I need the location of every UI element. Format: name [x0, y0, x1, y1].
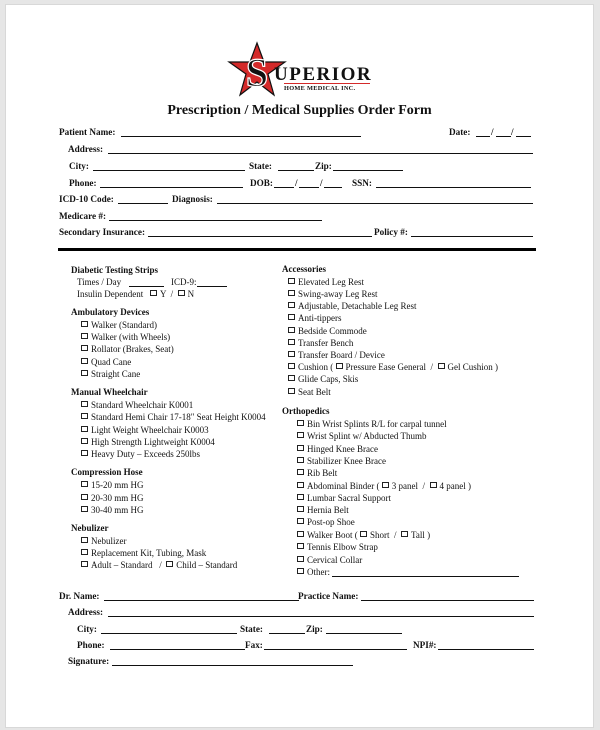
item-label: Stabilizer Knee Brace: [307, 456, 386, 466]
cushion-row: [288, 362, 498, 372]
dob-year-field[interactable]: [324, 187, 342, 188]
checkbox-item[interactable]: [81, 357, 131, 367]
item-label: Rib Belt: [307, 468, 338, 478]
checkbox[interactable]: [297, 469, 304, 475]
item-label: Bin Wrist Splints R/L for carpal tunnel: [307, 419, 447, 429]
times-per-day-label: Times / Day: [77, 277, 122, 287]
item-label: Walker (with Wheels): [91, 332, 171, 342]
item-label: Seat Belt: [298, 387, 331, 397]
item-label: Quad Cane: [91, 357, 132, 367]
ssn-label: SSN:: [352, 178, 372, 188]
item-label: Cervical Collar: [307, 555, 363, 565]
yes-label: Y: [159, 289, 167, 299]
date-label: Date:: [449, 127, 471, 137]
cushion-checkbox[interactable]: [288, 363, 295, 369]
checkbox[interactable]: [297, 518, 304, 524]
pressure-ease-label: Pressure Ease General: [345, 362, 426, 372]
other-row: [297, 567, 330, 577]
checkbox-item[interactable]: [81, 505, 144, 515]
checkbox-item[interactable]: [297, 493, 391, 503]
3-panel-checkbox[interactable]: [382, 482, 389, 488]
patient-city-field[interactable]: [93, 170, 245, 171]
orthopedics-section-title: Orthopedics: [282, 406, 330, 416]
item-label: Tennis Elbow Strap: [307, 542, 378, 552]
checkbox[interactable]: [288, 327, 295, 333]
item-label: Replacement Kit, Tubing, Mask: [91, 548, 207, 558]
icd9-field[interactable]: [197, 286, 227, 287]
checkbox-item[interactable]: [288, 374, 358, 384]
checkbox-item[interactable]: [81, 369, 140, 379]
fax-field[interactable]: [264, 649, 407, 650]
ssn-field[interactable]: [376, 187, 531, 188]
checkbox-item[interactable]: [81, 400, 193, 410]
logo-initial: S: [245, 50, 269, 95]
pressure-ease-checkbox[interactable]: [336, 363, 343, 369]
binder-checkbox[interactable]: [297, 482, 304, 488]
diagnosis-field[interactable]: [217, 203, 533, 204]
insulin-yes-checkbox[interactable]: [150, 290, 157, 296]
npi-field[interactable]: [438, 649, 534, 650]
item-label: Hinged Knee Brace: [307, 444, 378, 454]
walker-boot-checkbox[interactable]: [297, 531, 304, 537]
date-year-field[interactable]: [516, 136, 531, 137]
item-label: Light Weight Wheelchair K0003: [91, 425, 209, 435]
checkbox[interactable]: [297, 445, 304, 451]
binder-label: Abdominal Binder (: [307, 481, 380, 491]
npi-label: NPI#:: [413, 640, 437, 650]
checkbox[interactable]: [81, 537, 88, 543]
item-label: Adjustable, Detachable Leg Rest: [298, 301, 417, 311]
checkbox[interactable]: [288, 375, 295, 381]
boot-row: [297, 530, 430, 540]
child-label: Child – Standard: [176, 560, 238, 570]
city-label: City:: [69, 161, 89, 171]
short-label: Short: [370, 530, 390, 540]
item-label: Hernia Belt: [307, 505, 349, 515]
other-checkbox[interactable]: [297, 568, 304, 574]
adult-label: Adult – Standard: [91, 560, 153, 570]
short-checkbox[interactable]: [360, 531, 367, 537]
medicare-label: Medicare #:: [59, 211, 107, 221]
icd10-field[interactable]: [118, 203, 168, 204]
checkbox-item[interactable]: [288, 387, 331, 397]
dob-month-field[interactable]: [274, 187, 294, 188]
checkbox-item[interactable]: [288, 326, 367, 336]
item-label: Rollator (Brakes, Seat): [91, 344, 174, 354]
4-panel-label: 4 panel ): [439, 481, 472, 491]
logo-subtitle: HOME MEDICAL INC.: [284, 85, 356, 92]
checkbox[interactable]: [288, 278, 295, 284]
cushion-label: Cushion (: [298, 362, 334, 372]
item-label: High Strength Lightweight K0004: [91, 437, 215, 447]
checkbox-item[interactable]: [297, 517, 355, 527]
policy-label: Policy #:: [374, 227, 408, 237]
patient-address-field[interactable]: [108, 153, 533, 154]
checkbox-item[interactable]: [81, 320, 157, 330]
checkbox-item[interactable]: [288, 277, 364, 287]
checkbox-item[interactable]: [81, 332, 170, 342]
checkbox-item[interactable]: [81, 493, 144, 503]
fax-label: Fax:: [245, 640, 263, 650]
item-label: Standard Hemi Chair 17-18" Seat Height K0004: [91, 412, 266, 422]
patient-state-field[interactable]: [278, 170, 314, 171]
slash: /: [159, 560, 162, 570]
zip-label: Zip:: [315, 161, 332, 171]
item-label: Transfer Board / Device: [298, 350, 385, 360]
checkbox-item[interactable]: [81, 480, 144, 490]
dr-name-label: Dr. Name:: [59, 591, 100, 601]
adult-checkbox[interactable]: [81, 561, 88, 567]
dr-zip-label: Zip:: [306, 624, 323, 634]
dr-address-label: Address:: [68, 607, 104, 617]
checkbox[interactable]: [288, 314, 295, 320]
accessories-section-title: Accessories: [282, 264, 326, 274]
checkbox[interactable]: [288, 302, 295, 308]
checkbox[interactable]: [81, 450, 88, 456]
checkbox-item[interactable]: [288, 301, 416, 311]
practice-name-label: Practice Name:: [298, 591, 359, 601]
item-label: Bedside Commode: [298, 326, 367, 336]
walker-boot-label: Walker Boot (: [307, 530, 358, 540]
item-label: Nebulizer: [91, 536, 127, 546]
ambulatory-section-title: Ambulatory Devices: [71, 307, 150, 317]
checkbox-item[interactable]: [297, 542, 378, 552]
item-label: Lumbar Sacral Support: [307, 493, 391, 503]
tall-label: Tall ): [411, 530, 431, 540]
checkbox-item[interactable]: [297, 419, 447, 429]
item-label: Standard Wheelchair K0001: [91, 400, 194, 410]
dr-city-label: City:: [77, 624, 97, 634]
secondary-insurance-field[interactable]: [148, 236, 372, 237]
item-label: Straight Cane: [91, 369, 141, 379]
checkbox[interactable]: [81, 426, 88, 432]
checkbox[interactable]: [81, 549, 88, 555]
checkbox[interactable]: [81, 494, 88, 500]
date-day-field[interactable]: [496, 136, 511, 137]
times-per-day-field[interactable]: [129, 286, 164, 287]
checkbox-item[interactable]: [297, 505, 349, 515]
checkbox[interactable]: [297, 506, 304, 512]
item-label: Transfer Bench: [298, 338, 354, 348]
checkbox[interactable]: [297, 494, 304, 500]
date-month-field[interactable]: [476, 136, 490, 137]
checkbox[interactable]: [297, 432, 304, 438]
checkbox-item[interactable]: [297, 468, 337, 478]
item-label: Walker (Standard): [91, 320, 157, 330]
item-label: Post-op Shoe: [307, 517, 355, 527]
checkbox[interactable]: [297, 543, 304, 549]
slash: /: [422, 481, 426, 491]
dob-sep-1: /: [295, 178, 298, 188]
dr-phone-field[interactable]: [110, 649, 245, 650]
dr-name-field[interactable]: [104, 600, 299, 601]
checkbox-item[interactable]: [297, 444, 378, 454]
signature-field[interactable]: [112, 665, 353, 666]
binder-row: [297, 481, 471, 491]
item-label: Wrist Splint w/ Abducted Thumb: [307, 431, 427, 441]
checkbox-item[interactable]: [288, 350, 385, 360]
dr-address-field[interactable]: [108, 616, 534, 617]
date-sep-1: /: [491, 127, 494, 137]
checkbox-item[interactable]: [81, 536, 126, 546]
icd10-label: ICD-10 Code:: [59, 194, 114, 204]
item-label: Anti-tippers: [298, 313, 342, 323]
checkbox[interactable]: [81, 413, 88, 419]
address-label: Address:: [68, 144, 104, 154]
checkbox-item[interactable]: [81, 412, 266, 422]
slash: /: [394, 530, 397, 540]
diagnosis-label: Diagnosis:: [172, 194, 213, 204]
checkbox-item[interactable]: [81, 344, 174, 354]
dob-sep-2: /: [320, 178, 323, 188]
policy-field[interactable]: [411, 236, 533, 237]
logo-wordmark: UPERIOR: [274, 64, 373, 85]
checkbox-item[interactable]: [81, 449, 200, 459]
checkbox[interactable]: [81, 438, 88, 444]
patient-name-label: Patient Name:: [59, 127, 116, 137]
page-title: Prescription / Medical Supplies Order Form: [167, 103, 432, 118]
patient-phone-field[interactable]: [100, 187, 243, 188]
checkbox-item[interactable]: [81, 548, 206, 558]
checkbox[interactable]: [297, 457, 304, 463]
dr-zip-field[interactable]: [326, 633, 402, 634]
item-label: Glide Caps, Skis: [298, 374, 359, 384]
checkbox[interactable]: [81, 321, 88, 327]
medicare-field[interactable]: [109, 220, 322, 221]
patient-zip-field[interactable]: [333, 170, 403, 171]
dr-state-label: State:: [240, 624, 263, 634]
icd9-label: ICD-9:: [171, 277, 197, 287]
no-label: N: [187, 289, 195, 299]
signature-label: Signature:: [68, 656, 110, 666]
checkbox-item[interactable]: [297, 555, 362, 565]
slash: /: [170, 289, 174, 299]
logo-underline: [284, 83, 370, 84]
3-panel-label: 3 panel: [391, 481, 418, 491]
diabetic-section-title: Diabetic Testing Strips: [71, 265, 159, 275]
practice-name-field[interactable]: [361, 600, 534, 601]
item-label: 15-20 mm HG: [91, 480, 144, 490]
dob-day-field[interactable]: [299, 187, 319, 188]
checkbox-item[interactable]: [81, 437, 215, 447]
checkbox-item[interactable]: [288, 338, 353, 348]
dr-state-field[interactable]: [269, 633, 305, 634]
nebulizer-size-row: [81, 560, 237, 570]
checkbox[interactable]: [81, 333, 88, 339]
checkbox[interactable]: [297, 420, 304, 426]
state-label: State:: [249, 161, 272, 171]
slash: /: [430, 362, 433, 372]
checkbox-item[interactable]: [288, 313, 342, 323]
item-label: 30-40 mm HG: [91, 505, 144, 515]
compression-section-title: Compression Hose: [71, 467, 143, 477]
gel-cushion-checkbox[interactable]: [438, 363, 445, 369]
checkbox[interactable]: [81, 481, 88, 487]
item-label: Heavy Duty – Exceeds 250lbs: [91, 449, 200, 459]
checkbox-item[interactable]: [297, 456, 386, 466]
checkbox[interactable]: [288, 388, 295, 394]
date-sep-2: /: [511, 127, 514, 137]
checkbox[interactable]: [288, 290, 295, 296]
phone-label: Phone:: [69, 178, 97, 188]
wheelchair-section-title: Manual Wheelchair: [71, 387, 148, 397]
checkbox[interactable]: [297, 556, 304, 562]
insulin-dependent-label: Insulin Dependent: [77, 289, 144, 299]
gel-cushion-label: Gel Cushion ): [447, 362, 498, 372]
checkbox[interactable]: [81, 401, 88, 407]
checkbox[interactable]: [81, 370, 88, 376]
patient-name-field[interactable]: [121, 136, 361, 137]
item-label: Elevated Leg Rest: [298, 277, 364, 287]
checkbox-item[interactable]: [81, 425, 209, 435]
insulin-dependent-row: [77, 289, 194, 299]
section-divider: [58, 248, 536, 251]
tall-checkbox[interactable]: [401, 531, 408, 537]
checkbox[interactable]: [81, 345, 88, 351]
dob-label: DOB:: [250, 178, 273, 188]
insulin-no-checkbox[interactable]: [178, 290, 185, 296]
checkbox[interactable]: [288, 351, 295, 357]
item-label: Swing-away Leg Rest: [298, 289, 378, 299]
checkbox[interactable]: [81, 358, 88, 364]
nebulizer-section-title: Nebulizer: [71, 523, 109, 533]
checkbox[interactable]: [81, 506, 88, 512]
4-panel-checkbox[interactable]: [430, 482, 437, 488]
dr-city-field[interactable]: [101, 633, 237, 634]
other-field[interactable]: [332, 576, 519, 577]
secondary-insurance-label: Secondary Insurance:: [59, 227, 146, 237]
checkbox-item[interactable]: [297, 431, 426, 441]
other-label: Other:: [307, 567, 330, 577]
child-checkbox[interactable]: [166, 561, 173, 567]
checkbox-item[interactable]: [288, 289, 377, 299]
item-label: 20-30 mm HG: [91, 493, 144, 503]
checkbox[interactable]: [288, 339, 295, 345]
form-page: [5, 4, 594, 728]
dr-phone-label: Phone:: [77, 640, 105, 650]
